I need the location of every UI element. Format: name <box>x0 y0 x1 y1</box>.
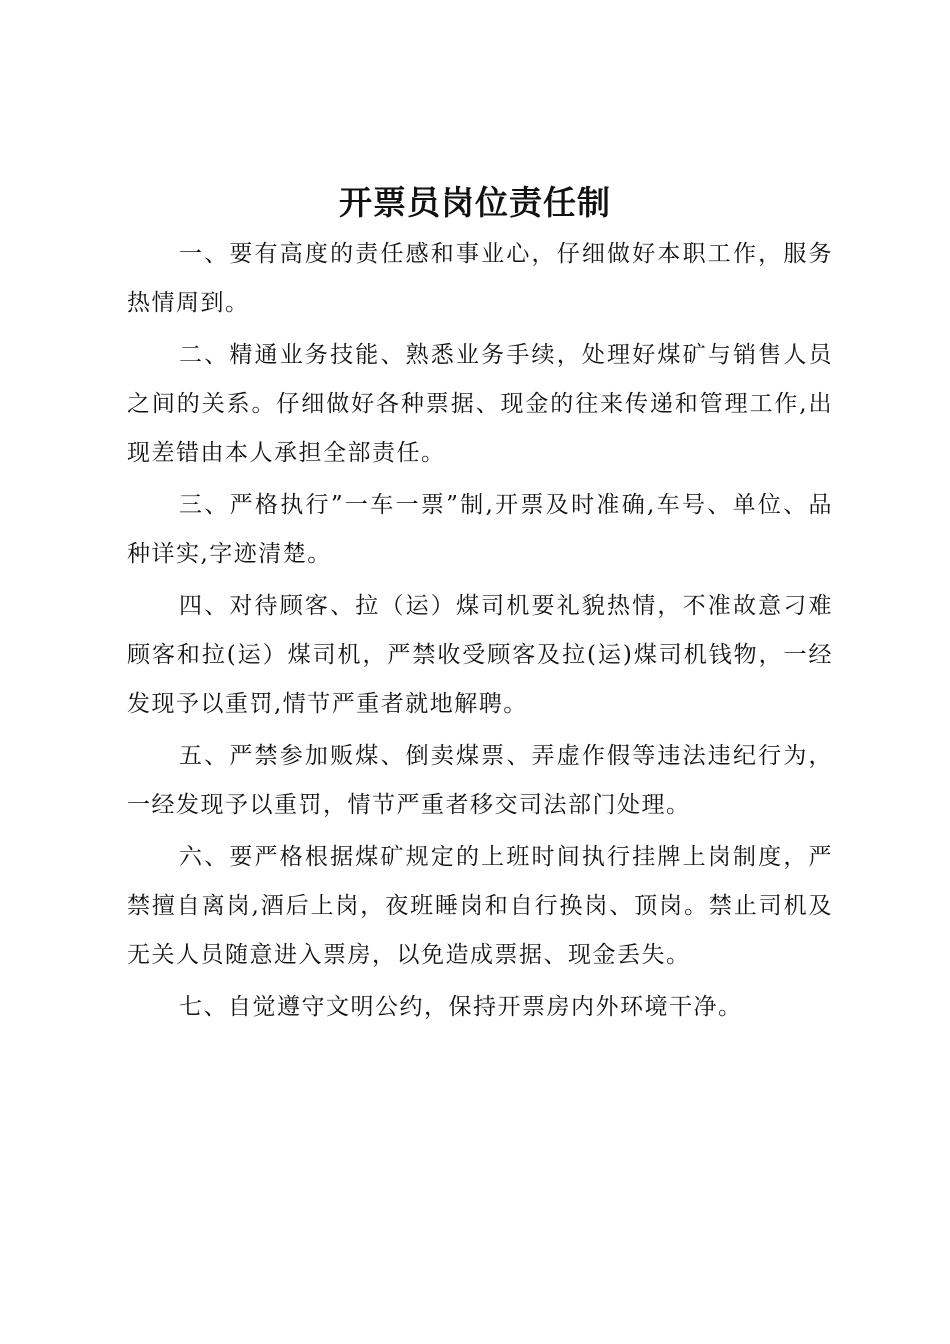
paragraph-4: 四、对待顾客、拉（运）煤司机要礼貌热情，不准故意刁难顾客和拉(运）煤司机，严禁收受顾客及拉(运)煤司机钱物，一经发现予以重罚,情节严重者就地解聘。 <box>127 593 833 717</box>
paragraph-1: 一、要有高度的责任感和事业心，仔细做好本职工作，服务热情周到。 <box>127 241 833 316</box>
document-body <box>127 230 833 1035</box>
paragraph-7: 七、自觉遵守文明公约，保持开票房内外环境干净。 <box>179 994 743 1020</box>
paragraph-5: 五、严禁参加贩煤、倒卖煤票、弄虚作假等违法违纪行为，一经发现予以重罚，情节严重者移交司法部门处理。 <box>127 743 833 818</box>
paragraph-2: 二、精通业务技能、熟悉业务手续，处理好煤矿与销售人员之间的关系。仔细做好各种票据、现金的往来传递和管理工作,出现差错由本人承担全部责任。 <box>127 342 833 466</box>
paragraph-3: 三、严格执行”一车一票”制,开票及时准确,车号、单位、品种详实,字迹清楚。 <box>127 492 833 567</box>
paragraph-6: 六、要严格根据煤矿规定的上班时间执行挂牌上岗制度，严禁擅自离岗,酒后上岗，夜班睡岗和自行换岗、顶岗。禁止司机及无关人员随意进入票房，以免造成票据、现金丢失。 <box>127 844 833 968</box>
document-title: 开票员岗位责任制 <box>339 183 611 222</box>
